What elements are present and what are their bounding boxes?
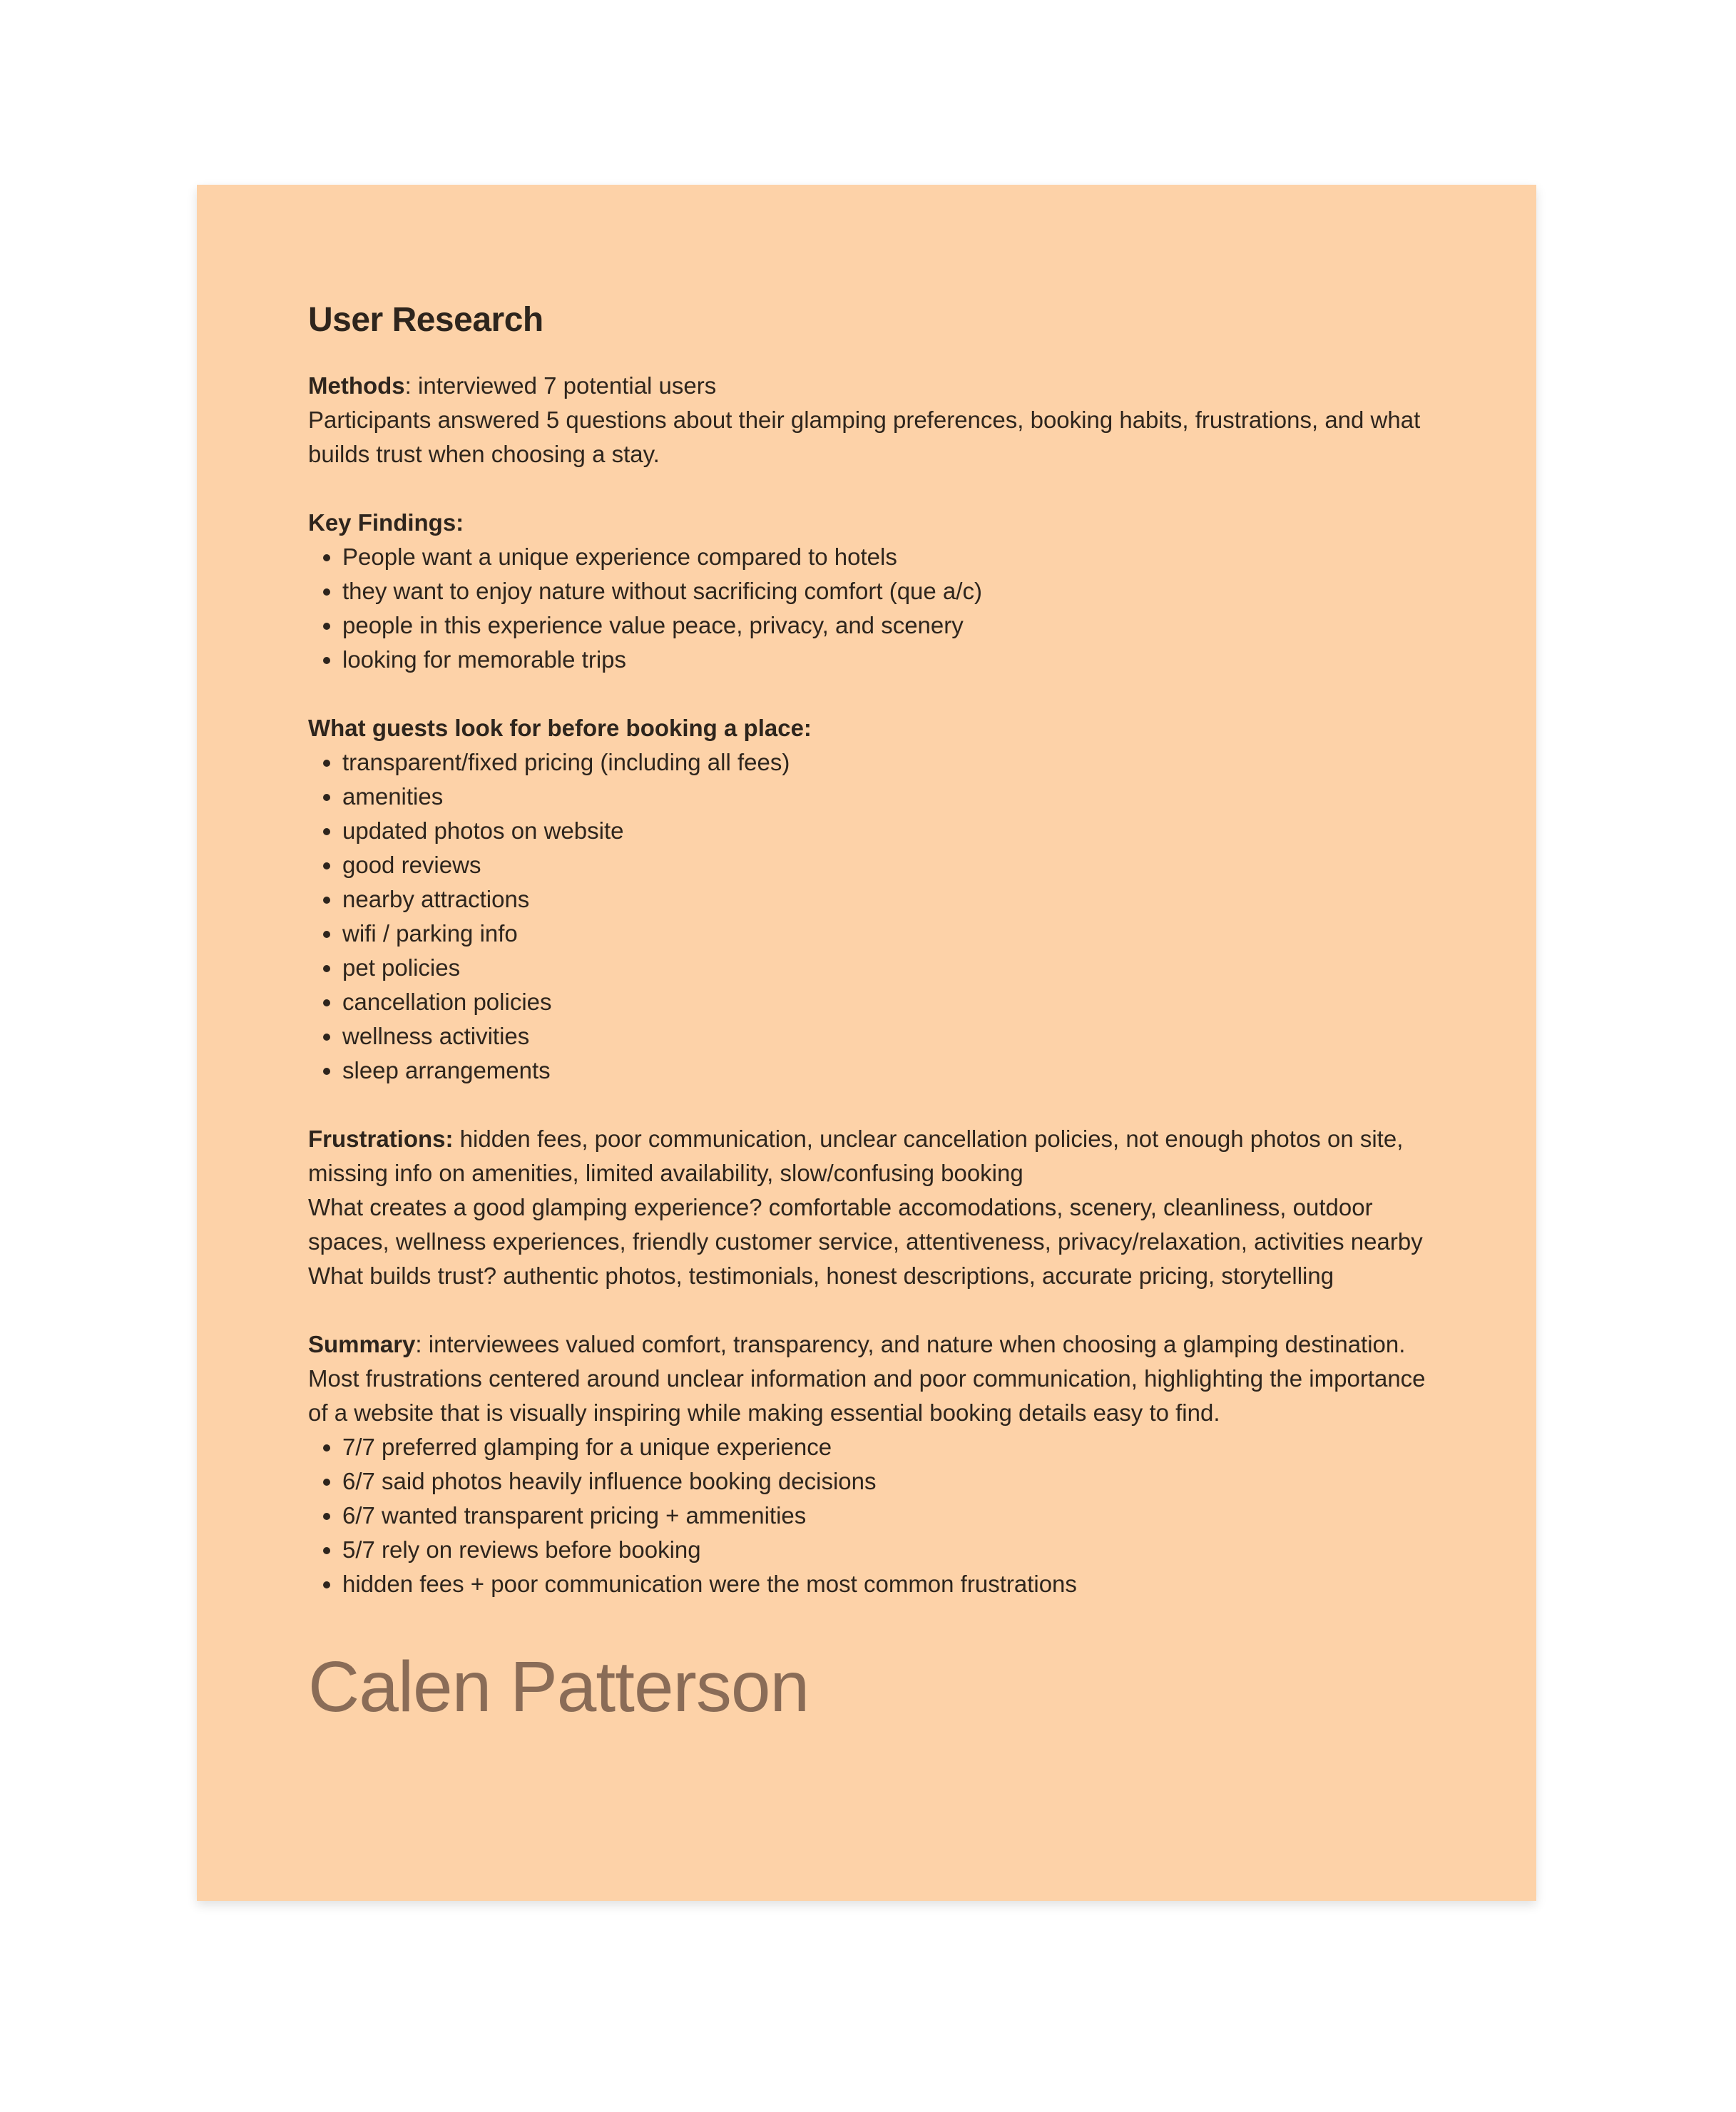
methods-label: Methods [308, 372, 405, 399]
list-item: • 6/7 wanted transparent pricing + ammenities [342, 1499, 1449, 1533]
list-item: • pet policies [342, 951, 1449, 985]
summary-text: : interviewees valued comfort, transparency, and nature when choosing a glamping destination. Most frustrations centered around unclear information and poor communication, highlighting the importance of a website that is visually inspiring while making essential booking details easy to find. [308, 1331, 1426, 1426]
list-item: • People want a unique experience compared to hotels [342, 540, 1449, 574]
sticky-note[interactable] [197, 185, 1536, 1901]
list-item: • hidden fees + poor communication were the most common frustrations [342, 1567, 1449, 1601]
before-booking-heading: What guests look for before booking a place: [308, 715, 812, 741]
note-title: User Research [308, 301, 543, 339]
frustrations-text: hidden fees, poor communication, unclear cancellation policies, not enough photos on site, missing info on amenities, limited availability, slow/confusing booking [308, 1126, 1404, 1186]
key-findings-list [308, 540, 1449, 677]
list-item: • people in this experience value peace, privacy, and scenery [342, 608, 1449, 643]
frustrations-label: Frustrations: [308, 1126, 454, 1152]
list-item: • wellness activities [342, 1019, 1449, 1054]
good-experience-line: What creates a good glamping experience? comfortable accomodations, scenery, cleanliness, outdoor spaces, wellness experiences, friendly customer service, attentiveness, privacy/relaxation, activities nearby [308, 1194, 1423, 1255]
trust-line: What builds trust? authentic photos, testimonials, honest descriptions, accurate pricing, storytelling [308, 1262, 1334, 1289]
list-item: • updated photos on website [342, 814, 1449, 848]
methods-line [308, 369, 1449, 403]
summary-list [308, 1430, 1449, 1601]
author-name: Calen Patterson [308, 1647, 810, 1727]
list-item: • amenities [342, 780, 1449, 814]
list-item: • 6/7 said photos heavily influence booking decisions [342, 1464, 1449, 1499]
list-item: • 7/7 preferred glamping for a unique experience [342, 1430, 1449, 1464]
frustrations-line [308, 1122, 1449, 1190]
list-item: • they want to enjoy nature without sacrificing comfort (que a/c) [342, 574, 1449, 608]
methods-detail: Participants answered 5 questions about their glamping preferences, booking habits, frustrations, and what builds trust when choosing a stay. [308, 407, 1421, 467]
list-item: • sleep arrangements [342, 1054, 1449, 1088]
list-item: • good reviews [342, 848, 1449, 882]
summary-line [308, 1327, 1449, 1430]
list-item: • wifi / parking info [342, 917, 1449, 951]
note-content[interactable] [308, 299, 1449, 1730]
list-item: • nearby attractions [342, 882, 1449, 917]
methods-text: : interviewed 7 potential users [404, 372, 717, 399]
before-booking-list [308, 745, 1449, 1088]
list-item: • 5/7 rely on reviews before booking [342, 1533, 1449, 1567]
key-findings-heading: Key Findings: [308, 509, 464, 536]
list-item: • transparent/fixed pricing (including all fees) [342, 745, 1449, 780]
list-item: • looking for memorable trips [342, 643, 1449, 677]
summary-label: Summary [308, 1331, 416, 1357]
list-item: • cancellation policies [342, 985, 1449, 1019]
